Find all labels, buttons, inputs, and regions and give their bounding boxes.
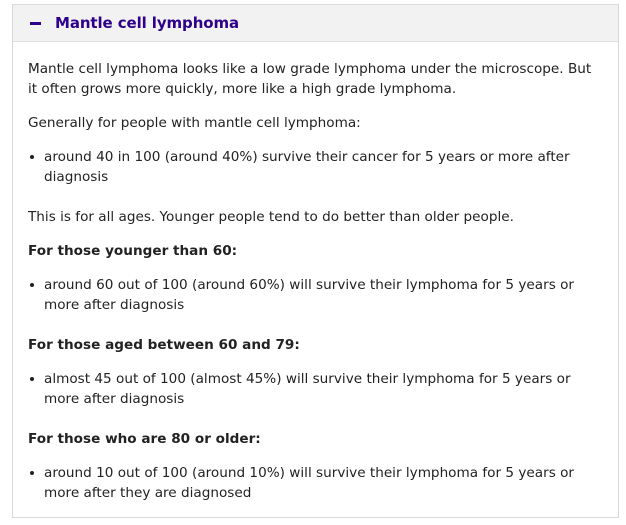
accordion-content: [13, 42, 618, 503]
all-ages-note: This is for all ages. Younger people tend to do better than older people.: [28, 209, 514, 225]
group-list-under-60: [28, 275, 604, 315]
group-heading-80-plus: For those who are 80 or older:: [28, 431, 261, 447]
list-item: [44, 463, 604, 503]
group-heading-under-60: For those younger than 60:: [28, 243, 238, 259]
list-item-text: almost 45 out of 100 (almost 45%) will survive their lymphoma for 5 years or more after diagnosis: [44, 371, 571, 407]
accordion-mantle-cell-lymphoma: [12, 4, 619, 518]
bullet-icon: [30, 283, 34, 287]
minus-icon[interactable]: [30, 22, 41, 25]
list-item: [44, 147, 604, 187]
list-item: [44, 275, 604, 315]
bullet-icon: [30, 377, 34, 381]
bullet-icon: [30, 155, 34, 159]
group-heading-60-to-79: For those aged between 60 and 79:: [28, 337, 300, 353]
list-item: [44, 369, 604, 409]
intro-paragraph: Mantle cell lymphoma looks like a low grade lymphoma under the microscope. But it often grows more quickly, more like a high grade lymphoma.: [28, 61, 592, 97]
general-lead-paragraph: Generally for people with mantle cell lymphoma:: [28, 115, 361, 131]
list-item-text: around 40 in 100 (around 40%) survive their cancer for 5 years or more after diagnosis: [44, 149, 570, 185]
group-list-80-plus: [28, 463, 604, 503]
list-item-text: around 60 out of 100 (around 60%) will survive their lymphoma for 5 years or more after diagnosis: [44, 277, 575, 313]
bullet-icon: [30, 471, 34, 475]
group-list-60-to-79: [28, 369, 604, 409]
accordion-title[interactable]: Mantle cell lymphoma: [55, 14, 240, 32]
list-item-text: around 10 out of 100 (around 10%) will survive their lymphoma for 5 years or more after they are diagnosed: [44, 465, 575, 501]
general-list: [28, 147, 604, 187]
accordion-header[interactable]: [13, 5, 618, 42]
